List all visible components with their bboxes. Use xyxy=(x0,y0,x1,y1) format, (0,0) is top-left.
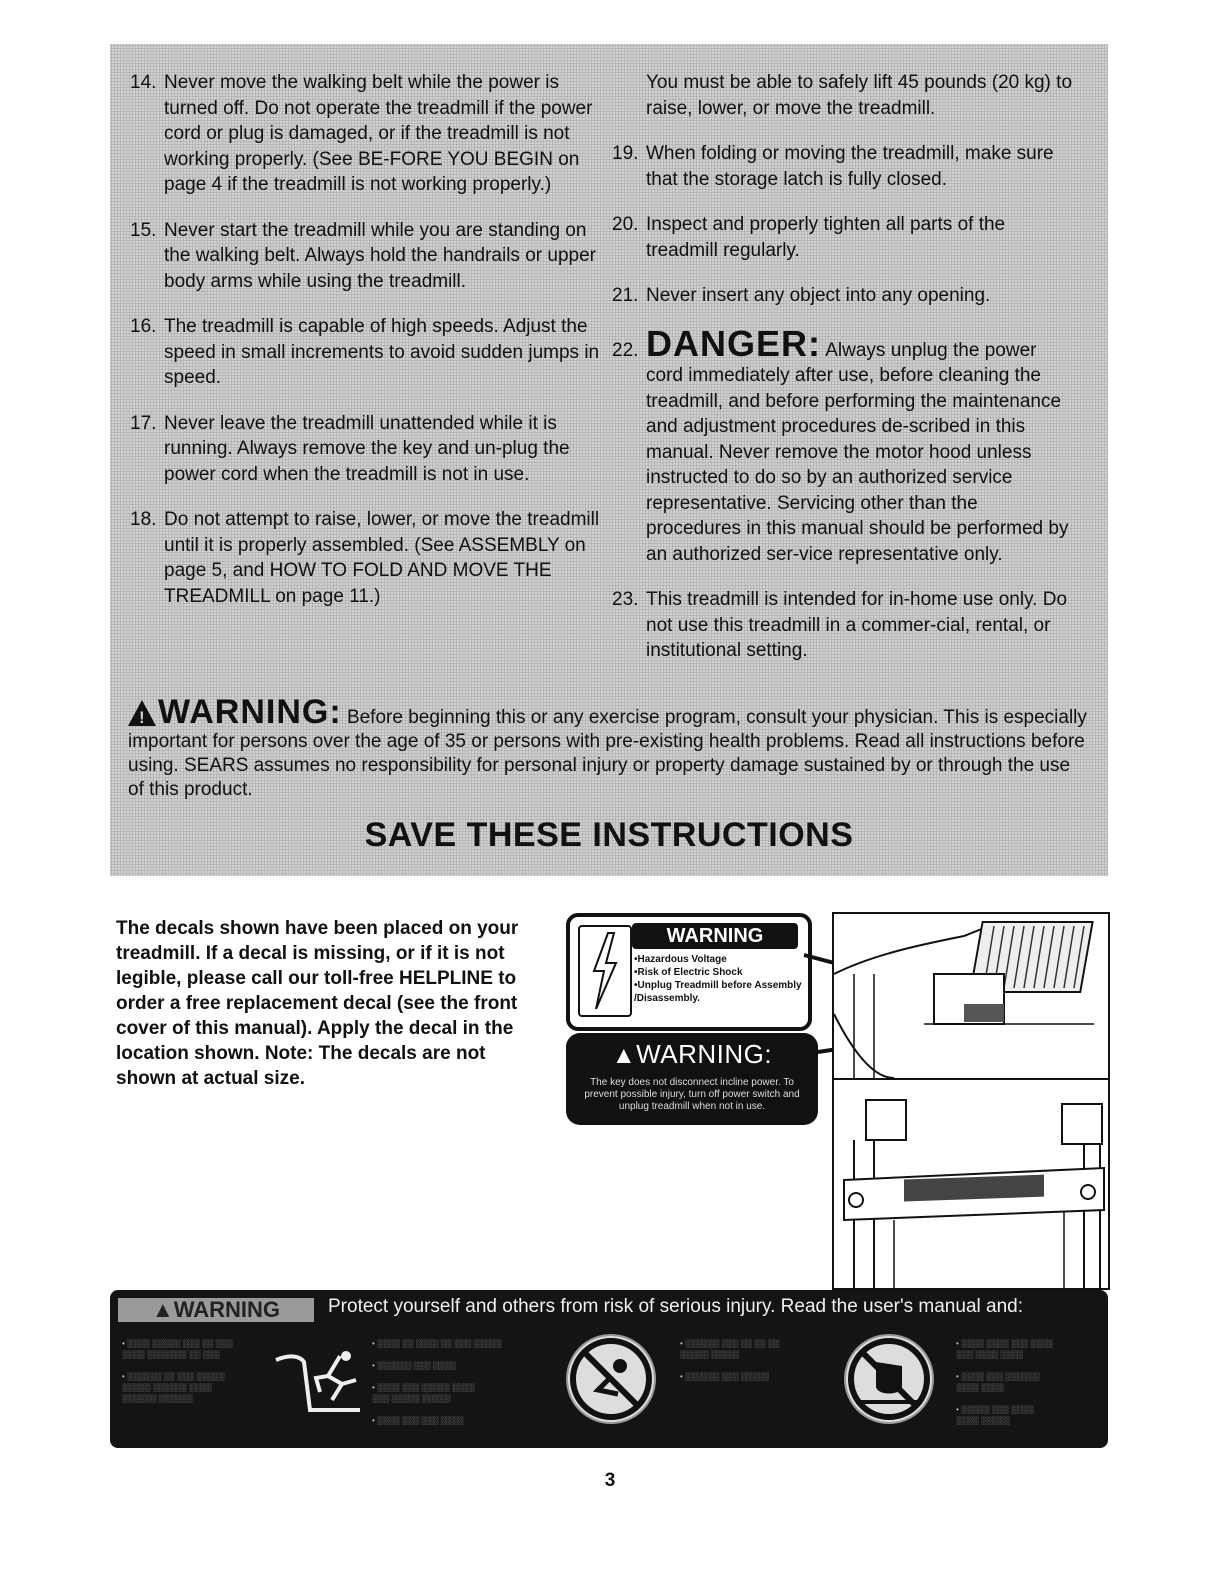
shock-decal-list: •Hazardous Voltage •Risk of Electric Shock •Unplug Treadmill before Assembly /Disassembly. xyxy=(634,954,802,1004)
safety-item-16: 16. The treadmill is capable of high speeds. Adjust the speed in small increments to avoid sudden jumps in speed. xyxy=(130,316,600,388)
no-hands-icon xyxy=(844,1334,934,1424)
safety-item-18: 18. Do not attempt to raise, lower, or move the treadmill until it is properly assembled. (See ASSEMBLY on page 5, and HOW TO FOLD AND MOVE THE TREADMILL on page 11.) xyxy=(130,509,600,607)
banner-heading: Protect yourself and others from risk of serious injury. Read the user's manual and: xyxy=(328,1296,1023,1317)
general-warning: !WARNING: Before beginning this or any exercise program, consult your physician. This is especially important for persons over the age of 35 or persons with pre-existing health problems. Read all instructions before using. SEARS assumes no responsibility for personal injury or property damage sustained by or through the use of this product. xyxy=(128,700,1088,802)
warning-label: WARNING: xyxy=(158,693,342,731)
banner-fine-print: • ░░░░ ░░ ░░░░ ░░ ░░░ ░░░░░ • ░░░░░░ ░░░ ░░░░ • ░░░░ ░░░ ░░░░░ ░░░░ ░░░ ░░░░░ ░░░░░ • ░░░░ ░░░ ░░░ ░░░░ xyxy=(372,1339,502,1425)
no-children-icon xyxy=(566,1334,656,1424)
warning-triangle-icon: ▲ xyxy=(611,1042,637,1069)
safety-item-14: 14. Never move the walking belt while the power is turned off. Do not operate the treadmill if the power cord or plug is damaged, or if the treadmill is not working properly. (See BE-FORE YOU BEGIN on page 4 if the treadmill is not working properly.) xyxy=(130,72,593,195)
person-falling-icon xyxy=(270,1350,370,1425)
treadmill-base-drawing xyxy=(832,1080,1110,1290)
safety-item-23: 23. This treadmill is intended for in-home use only. Do not use this treadmill in a commer-cial, rental, or institutional setting. xyxy=(612,589,1068,661)
decal-note: The decals shown have been placed on your treadmill. If a decal is missing, or if it is not legible, please call our toll-free HELPLINE to order a free replacement decal (see the front cover of this manual). Apply the decal in the location shown. Note: The decals are not shown at actual size. xyxy=(116,918,519,1089)
save-instructions-heading: SAVE THESE INSTRUCTIONS xyxy=(364,816,854,854)
console-drawing xyxy=(832,912,1110,1080)
shock-decal-header: WARNING xyxy=(632,923,798,949)
safety-item-20: 20. Inspect and properly tighten all parts of the treadmill regularly. xyxy=(612,214,1006,261)
key-decal-text: The key does not disconnect incline power. To prevent possible injury, turn off power switch and unplug treadmill when not in use. xyxy=(584,1077,800,1112)
page-number: 3 xyxy=(604,1470,616,1491)
safety-item-15: 15. Never start the treadmill while you are standing on the walking belt. Always hold the handrails or upper body arms while using the treadmill. xyxy=(130,219,596,292)
banner-warning-label: ▲WARNING xyxy=(118,1298,314,1322)
safety-item-21: 21. Never insert any object into any opening. xyxy=(612,285,991,306)
danger-label: DANGER: xyxy=(646,322,821,364)
safety-item-18-continued: You must be able to safely lift 45 pounds (20 kg) to raise, lower, or move the treadmill. xyxy=(646,72,1073,119)
banner-fine-print: • ░░░░ ░░░░░ ░░░ ░░ ░░░ ░░░░ ░░░░░░░ ░░ ░░░ • ░░░░░░ ░░ ░░░ ░░░░░ ░░░░░ ░░░░░░ ░░░░ ░░░░░░ ░░░░░░ xyxy=(122,1339,233,1403)
banner-fine-print: • ░░░░ ░░░░ ░░░ ░░░░ ░░░ ░░░░ ░░░░ • ░░░░ ░░░ ░░░░░░ ░░░░ ░░░░ • ░░░░░ ░░░ ░░░░ ░░░░ ░░░░░ xyxy=(956,1339,1053,1425)
key-decal-header: ▲WARNING: xyxy=(611,1039,773,1069)
banner-fine-print: • ░░░░░░ ░░░ ░░ ░░ ░░ ░░░░░ ░░░░░ • ░░░░░░ ░░░ ░░░░░ xyxy=(680,1339,779,1381)
safety-item-22-danger: 22. DANGER: Always unplug the power cord immediately after use, before cleaning the treadmill, and before performing the maintenance and adjustment procedures de-scribed in this manual. Never remove the motor hood unless instructed to do so by an authorized service representative. Servicing other than the procedures in this manual should be performed by an authorized ser-vice representative only. xyxy=(612,322,1069,565)
safety-item-19: 19. When folding or moving the treadmill, make sure that the storage latch is fully closed. xyxy=(612,143,1054,190)
safety-item-17: 17. Never leave the treadmill unattended while it is running. Always remove the key and un-plug the power cord when the treadmill is not in use. xyxy=(130,412,570,485)
bottom-warning-banner xyxy=(110,1290,1108,1448)
